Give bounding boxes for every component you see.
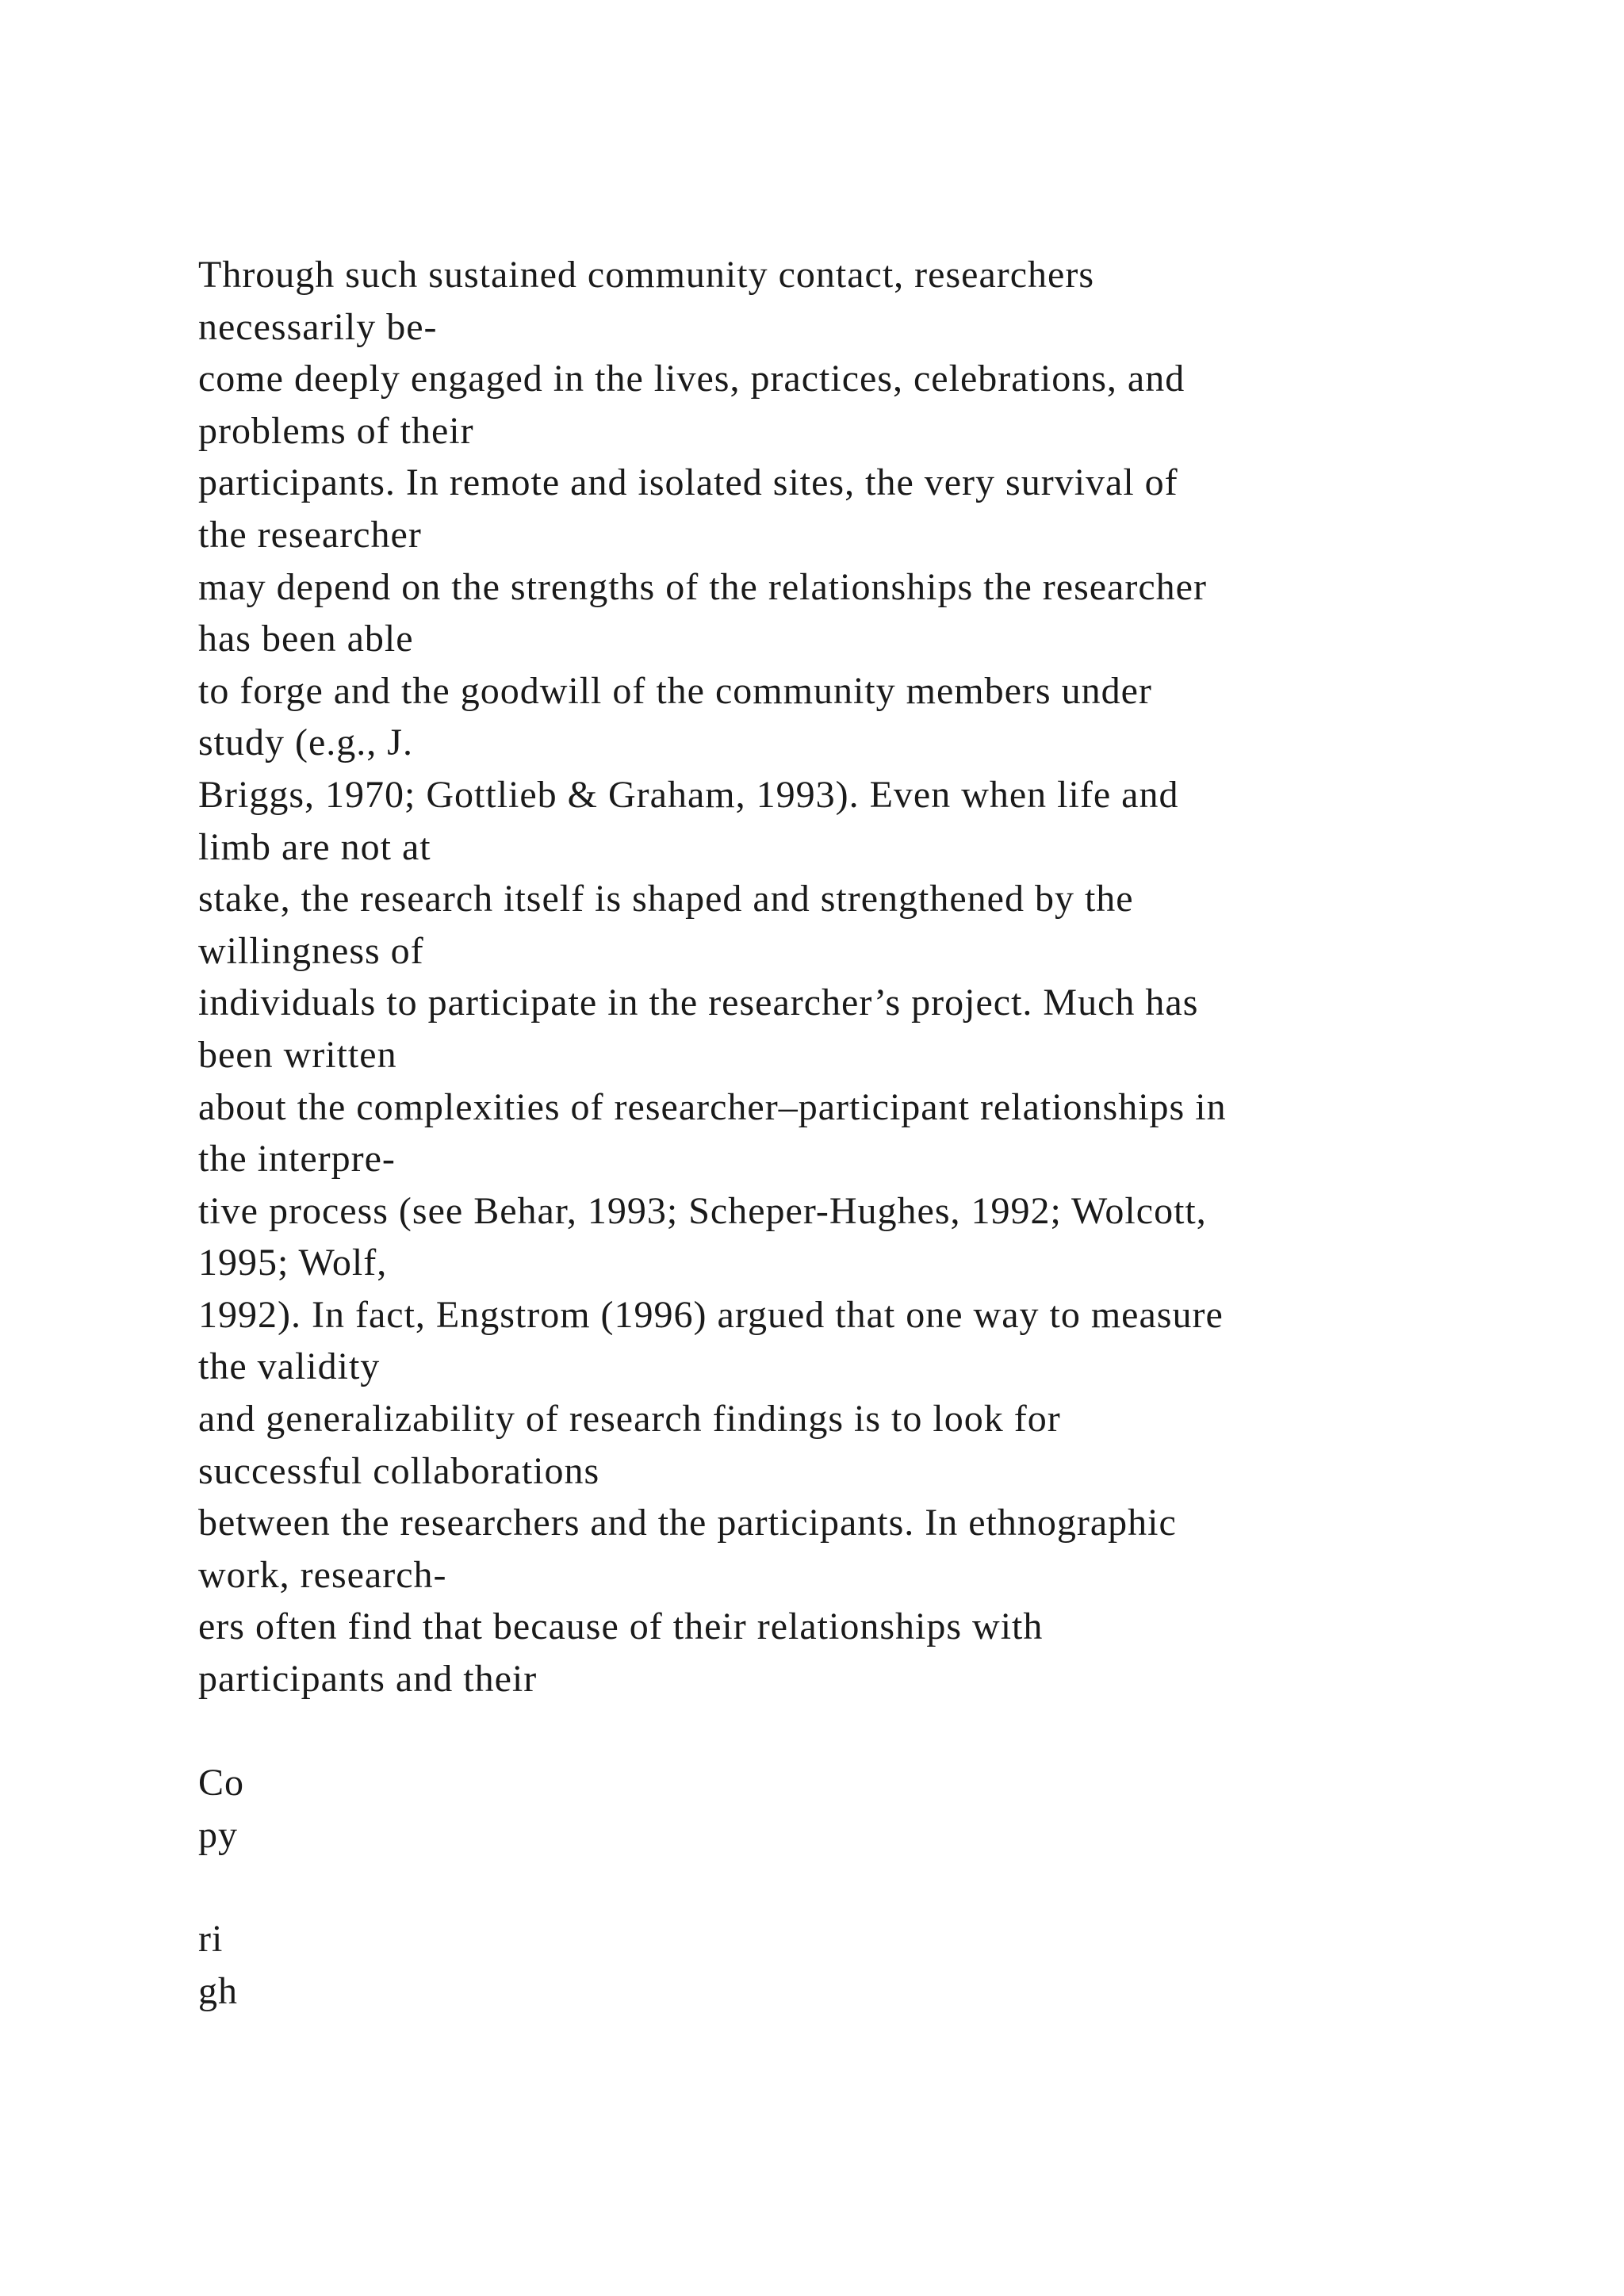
text-line: necessarily be-	[198, 305, 438, 348]
text-line: 1995; Wolf,	[198, 1242, 388, 1284]
text-line: may depend on the strengths of the relationships the researcher	[198, 565, 1207, 608]
text-line: work, research-	[198, 1553, 447, 1596]
text-line: 1992). In fact, Engstrom (1996) argued that one way to measure	[198, 1293, 1224, 1336]
blank-line	[198, 1861, 1546, 1913]
text-line: limb are not at	[198, 825, 431, 868]
text-line: come deeply engaged in the lives, practices, celebrations, and	[198, 358, 1185, 400]
text-line: tive process (see Behar, 1993; Scheper-Hughes, 1992; Wolcott,	[198, 1189, 1207, 1232]
text-line: participants and their	[198, 1658, 538, 1701]
text-line: has been able	[198, 618, 414, 660]
text-line: Through such sustained community contact, researchers	[198, 254, 1094, 296]
copyright-fragment: Co	[198, 1762, 245, 1804]
text-line: and generalizability of research findings is to look for	[198, 1398, 1061, 1441]
text-line: the interpre-	[198, 1138, 396, 1181]
text-line: between the researchers and the participants. In ethnographic	[198, 1502, 1177, 1544]
text-line: individuals to participate in the researcher’s project. Much has	[198, 982, 1199, 1024]
text-line: about the complexities of researcher–participant relationships in	[198, 1085, 1227, 1128]
text-line: study (e.g., J.	[198, 721, 413, 764]
text-line: the validity	[198, 1345, 381, 1388]
copyright-fragment: ri	[198, 1918, 224, 1960]
text-line: willingness of	[198, 929, 424, 972]
copyright-fragment: py	[198, 1813, 238, 1856]
blank-line	[198, 1705, 1546, 1758]
text-line: Briggs, 1970; Gottlieb & Graham, 1993). Even when life and	[198, 773, 1179, 816]
copyright-fragment: gh	[198, 1969, 238, 2012]
text-line: to forge and the goodwill of the community members under	[198, 669, 1152, 712]
text-line: been written	[198, 1033, 397, 1076]
body-text	[198, 249, 1546, 2017]
text-line: problems of their	[198, 409, 474, 452]
text-line: stake, the research itself is shaped and strengthened by the	[198, 878, 1134, 920]
text-line: the researcher	[198, 513, 422, 556]
text-line: participants. In remote and isolated sites, the very survival of	[198, 461, 1178, 504]
text-line: successful collaborations	[198, 1449, 600, 1492]
text-line: ers often find that because of their relationships with	[198, 1605, 1044, 1648]
